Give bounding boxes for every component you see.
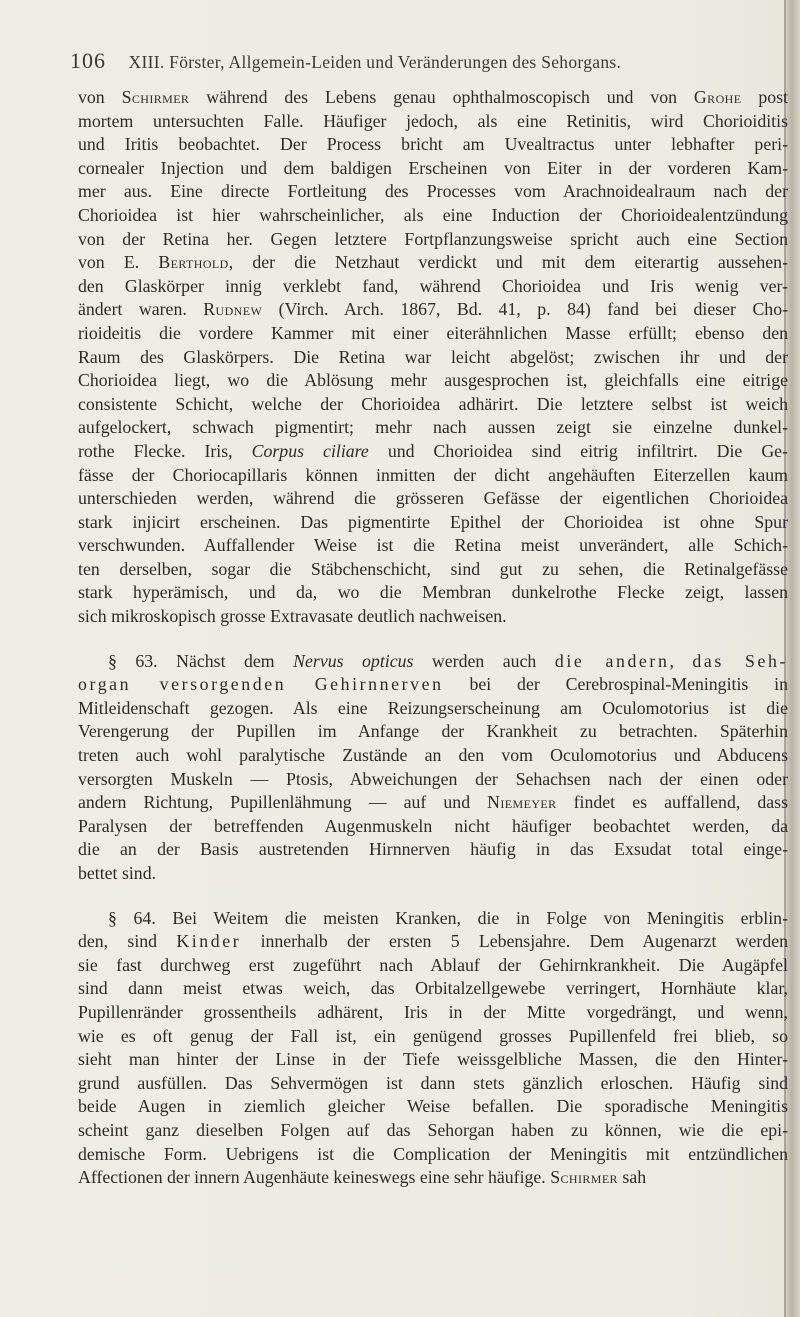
paragraph-retina-findings	[78, 86, 788, 629]
text-line	[78, 907, 788, 931]
text-line	[78, 768, 788, 792]
text-line	[78, 1119, 788, 1143]
paragraph-section-63	[78, 650, 788, 886]
text-line	[78, 440, 788, 464]
text-line	[78, 322, 788, 346]
author-name: Schirmer	[121, 87, 190, 107]
emphasis-spaced: die andern	[554, 650, 670, 671]
text-line	[78, 720, 788, 744]
text-run: die an der Basis austretenden Hirnnerven häufig in das Exsudat total einge-	[78, 839, 788, 860]
text-run: werden auch	[413, 650, 555, 671]
text-line	[78, 511, 788, 535]
text-run: Chorioidea ist hier wahrscheinlicher, als eine Induction der Chorioidealentzündung	[78, 204, 788, 225]
text-line	[78, 369, 788, 393]
text-run: , der die Netzhaut verdickt und mit dem eiterartig aussehen-	[228, 252, 788, 273]
text-run: Affectionen der innern Augenhäute keineswegs eine sehr häufige.	[78, 1167, 551, 1188]
text-run: rothe Flecke. Iris,	[78, 440, 252, 461]
text-run: fässe der Choriocapillaris können inmitten der dicht angehäuften Eiterzellen kaum	[78, 464, 788, 485]
text-run: von	[78, 87, 122, 107]
text-line	[78, 1143, 788, 1167]
text-run: grund ausfüllen. Das Sehvermögen ist dann stets gänzlich erloschen. Häufig sind	[78, 1072, 788, 1093]
author-name: Rudnew	[203, 299, 263, 320]
text-run: und Chorioidea sind eitrig infiltrirt. Die Ge-	[368, 440, 788, 461]
text-line	[78, 1095, 788, 1119]
text-run: aufgelockert, schwach pigmentirt; mehr nach aussen zeigt sie einzelne dunkel-	[78, 417, 788, 438]
text-run: von der Retina her. Gegen letztere Fortpflanzungsweise spricht auch eine Section	[78, 228, 788, 249]
text-run: scheint ganz dieselben Folgen auf das Sehorgan haben zu können, wie die epi-	[78, 1119, 788, 1140]
text-run: (Virch. Arch. 1867, Bd. 41, p. 84) fand bei dieser Cho-	[262, 299, 788, 320]
text-line	[78, 1025, 788, 1049]
text-run: rioideitis die vordere Kammer mit einer eiterähnlichen Masse erfüllt; ebenso den	[78, 322, 788, 343]
text-line	[78, 393, 788, 417]
text-line	[78, 977, 788, 1001]
text-run: versorgten Muskeln — Ptosis, Abweichungen der Sehachsen nach der einen oder	[78, 768, 788, 789]
paragraph-section-64	[78, 907, 788, 1190]
body-text	[78, 86, 788, 1190]
text-run: unterschieden werden, während die grösseren Gefässe der eigentlichen Chorioidea	[78, 488, 788, 509]
emphasis-spaced: organ versorgenden Gehirnnerven	[78, 674, 444, 695]
text-line	[78, 697, 788, 721]
author-name: Schirmer	[550, 1167, 618, 1188]
text-line	[78, 1048, 788, 1072]
text-line	[78, 930, 788, 954]
text-run: innerhalb der ersten 5 Lebensjahre. Dem Augenarzt werden	[241, 931, 788, 952]
text-run: den, sind	[78, 931, 177, 952]
text-line	[78, 251, 788, 275]
text-run: Verengerung der Pupillen im Anfange der Krankheit zu betrachten. Späterhin	[78, 721, 788, 742]
text-line	[78, 487, 788, 511]
text-line	[78, 346, 788, 370]
text-run: treten auch wohl paralytische Zustände an den vom Oculomotorius und Abducens	[78, 745, 788, 766]
emphasis-spaced: das Seh-	[692, 650, 788, 671]
text-run: sieht man hinter der Linse in der Tiefe weissgelbliche Massen, die den Hinter-	[78, 1049, 788, 1070]
text-line	[78, 650, 788, 674]
text-line	[78, 180, 788, 204]
text-line	[78, 605, 788, 629]
text-run: mer aus. Eine directe Fortleitung des Processes vom Arachnoidealraum nach der	[78, 181, 788, 202]
text-run: sind dann meist etwas weich, das Orbitalzellgewebe verringert, Hornhäute klar,	[78, 978, 788, 999]
text-run: sich mikroskopisch grosse Extravasate deutlich nachweisen.	[78, 606, 507, 627]
text-line	[78, 954, 788, 978]
page-number: 106	[70, 48, 106, 73]
text-run: mortem untersuchten Falle. Häufiger jedoch, als eine Retinitis, wird Chorioiditis	[78, 110, 788, 131]
latin-term: Nervus opticus	[293, 650, 414, 671]
text-run: Pupillenränder grossentheils adhärent, Iris in der Mitte vorgedrängt, und wenn,	[78, 1001, 788, 1022]
text-run: Raum des Glaskörpers. Die Retina war leicht abgelöst; zwischen ihr und der	[78, 346, 788, 367]
text-line	[78, 581, 788, 605]
emphasis-spaced: Kinder	[176, 931, 242, 952]
text-run: wie es oft genug der Fall ist, ein genügend grosses Pupillenfeld frei blieb, so	[78, 1025, 788, 1046]
text-run: verschwunden. Auffallender Weise ist die Retina meist unverändert, alle Schich-	[78, 535, 788, 556]
text-line	[78, 86, 788, 110]
text-run: andern Richtung, Pupillenlähmung — auf und	[78, 792, 488, 813]
text-run: stark hyperämisch, und da, wo die Membran dunkelrothe Flecke zeigt, lassen	[78, 582, 788, 603]
author-name: Grohe	[693, 87, 742, 107]
text-line	[78, 1166, 788, 1190]
text-line	[78, 1072, 788, 1096]
text-line	[78, 275, 788, 299]
text-line	[78, 534, 788, 558]
text-run: cornealer Injection und dem baldigen Erscheinen von Eiter in der vorderen Kam-	[78, 157, 788, 178]
text-run: findet es auffallend, dass	[556, 792, 788, 813]
text-run: von E.	[78, 252, 159, 273]
text-run: bettet sind.	[78, 863, 157, 883]
text-line	[78, 862, 788, 886]
text-run: § 63. Nächst dem	[108, 650, 294, 671]
text-line	[78, 133, 788, 157]
text-run: ,	[669, 650, 693, 671]
text-line	[78, 791, 788, 815]
page-header	[70, 48, 770, 74]
text-line	[78, 157, 788, 181]
text-run: Chorioidea liegt, wo die Ablösung mehr ausgesprochen ist, gleichfalls eine eitrige	[78, 370, 788, 391]
binding-gutter	[786, 0, 800, 1317]
text-run: § 64. Bei Weitem die meisten Kranken, die in Folge von Meningitis erblin-	[108, 907, 788, 928]
text-run: sah	[617, 1167, 647, 1188]
running-title: XIII. Förster, Allgemein-Leiden und Veränderungen des Sehorgans.	[128, 52, 622, 72]
text-line	[78, 838, 788, 862]
text-run: stark injicirt erscheinen. Das pigmentirte Epithel der Chorioidea ist ohne Spur	[78, 511, 788, 532]
latin-term: Corpus ciliare	[251, 440, 369, 461]
text-line	[78, 464, 788, 488]
text-line	[78, 298, 788, 322]
author-name: Berthold	[158, 252, 229, 273]
text-run: Paralysen der betreffenden Augenmuskeln nicht häufiger beobachtet werden, da	[78, 815, 788, 836]
text-run: consistente Schicht, welche der Chorioidea adhärirt. Die letztere selbst ist weich	[78, 393, 788, 414]
text-run: ändert waren.	[78, 299, 204, 320]
text-run: sie fast durchweg erst zugeführt nach Ablauf der Gehirnkrankheit. Die Augäpfel	[78, 954, 788, 975]
text-run: und Iritis beobachtet. Der Process bricht am Uvealtractus unter lebhafter peri-	[78, 134, 788, 155]
text-line	[78, 744, 788, 768]
text-run: ten derselben, sogar die Stäbchenschicht, sind gut zu sehen, die Retinalgefässe	[78, 558, 788, 579]
text-run: post	[741, 87, 788, 107]
text-run: demische Form. Uebrigens ist die Complication der Meningitis mit entzündlichen	[78, 1143, 788, 1164]
text-line	[78, 815, 788, 839]
author-name: Niemeyer	[487, 792, 557, 813]
text-run: Mitleidenschaft gezogen. Als eine Reizungserscheinung am Oculomotorius ist die	[78, 697, 788, 718]
text-line	[78, 416, 788, 440]
text-run: während des Lebens genau ophthalmoscopisch und von	[189, 87, 694, 107]
text-line	[78, 204, 788, 228]
text-line	[78, 228, 788, 252]
text-run: beide Augen in ziemlich gleicher Weise befallen. Die sporadische Meningitis	[78, 1096, 788, 1117]
text-line	[78, 110, 788, 134]
text-run: den Glaskörper innig verklebt fand, während Chorioidea und Iris wenig ver-	[78, 275, 788, 296]
text-run: bei der Cerebrospinal-Meningitis in	[443, 674, 788, 695]
text-line	[78, 673, 788, 697]
text-line	[78, 1001, 788, 1025]
text-line	[78, 558, 788, 582]
